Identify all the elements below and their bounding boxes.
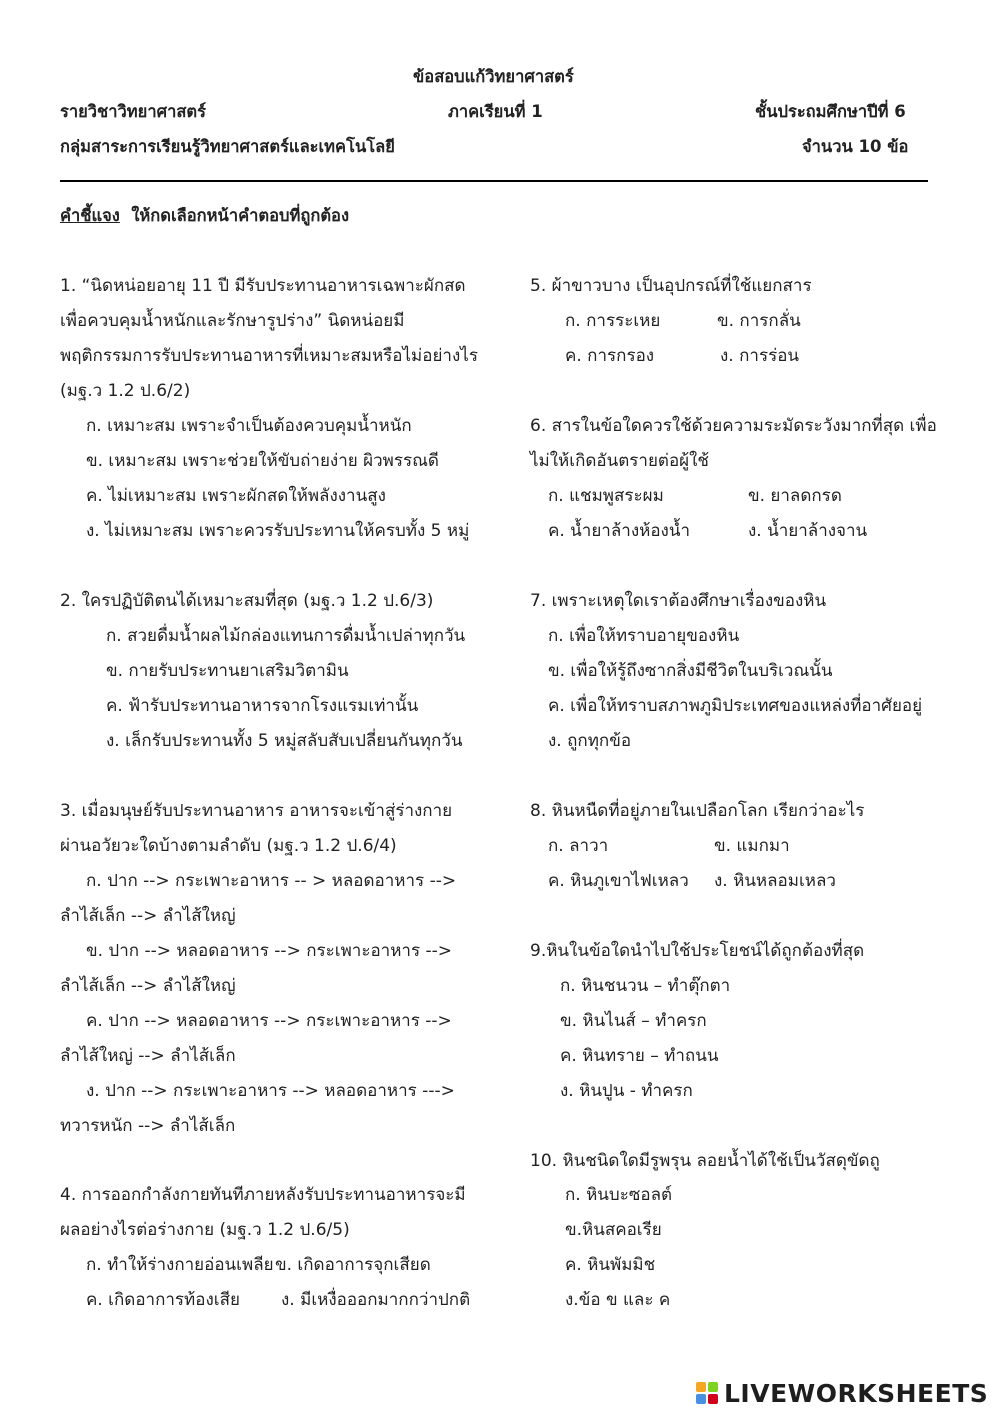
- question-8-choice-a[interactable]: ก. ลาวา: [548, 836, 609, 856]
- question-5-choice-c[interactable]: ค. การกรอง: [565, 346, 655, 366]
- question-6-text: 6. สารในข้อใดควรใช้ด้วยความระมัดระวังมากที่สุด เพื่อ: [530, 416, 937, 436]
- question-10-choice-c[interactable]: ค. หินพัมมิช: [565, 1255, 656, 1275]
- exam-title: ข้อสอบแก้วิทยาศาสตร์: [413, 67, 574, 86]
- question-9-choice-b[interactable]: ข. หินไนส์ – ทำครก: [560, 1011, 707, 1031]
- question-count: จำนวน 10 ข้อ: [802, 137, 909, 156]
- question-4-choice-c[interactable]: ค. เกิดอาการท้องเสีย: [86, 1290, 240, 1310]
- question-9-choice-c[interactable]: ค. หินทราย – ทำถนน: [560, 1046, 719, 1066]
- question-9-choice-d[interactable]: ง. หินปูน - ทำครก: [560, 1081, 693, 1101]
- question-1-text: พฤติกรรมการรับประทานอาหารที่เหมาะสมหรือไม่อย่างไร: [60, 346, 478, 366]
- question-4-choice-b[interactable]: ข. เกิดอาการจุกเสียด: [275, 1255, 431, 1275]
- question-1-text: เพื่อควบคุมน้ำหนักและรักษารูปร่าง” นิดหน่อยมี: [60, 311, 405, 331]
- question-1-choice-a[interactable]: ก. เหมาะสม เพราะจำเป็นต้องควบคุมน้ำหนัก: [86, 416, 412, 436]
- question-5-choice-b[interactable]: ข. การกลั่น: [717, 311, 801, 331]
- question-7-choice-d[interactable]: ง. ถูกทุกข้อ: [548, 731, 632, 751]
- instructions: [60, 205, 349, 227]
- instructions-text: ให้กดเลือกหน้าคำตอบที่ถูกต้อง: [131, 206, 350, 225]
- question-10-choice-a[interactable]: ก. หินบะซอลต์: [565, 1185, 673, 1205]
- grade-label: ชั้นประถมศึกษาปีที่ 6: [755, 102, 906, 121]
- instructions-label: คำชี้แจง: [60, 206, 120, 225]
- question-6-text: ไม่ให้เกิดอันตรายต่อผู้ใช้: [530, 451, 709, 471]
- question-6-choice-c[interactable]: ค. น้ำยาล้างห้องน้ำ: [548, 521, 691, 541]
- question-9-choice-a[interactable]: ก. หินชนวน – ทำตุ๊กตา: [560, 976, 731, 996]
- question-7-choice-b[interactable]: ข. เพื่อให้รู้ถึงซากสิ่งมีชีวิตในบริเวณนั้น: [548, 661, 833, 681]
- question-8-choice-d[interactable]: ง. หินหลอมเหลว: [714, 871, 836, 891]
- question-1-standard: (มฐ.ว 1.2 ป.6/2): [60, 381, 191, 401]
- subject-group-label: กลุ่มสาระการเรียนรู้วิทยาศาสตร์และเทคโนโลยี: [60, 137, 395, 156]
- question-3-text: ผ่านอวัยวะใดบ้างตามลำดับ (มฐ.ว 1.2 ป.6/4): [60, 836, 397, 856]
- question-7-choice-c[interactable]: ค. เพื่อให้ทราบสภาพภูมิประเทศของแหล่งที่อาศัยอยู่: [548, 696, 923, 716]
- question-3-choice-a[interactable]: ก. ปาก --> กระเพาะอาหาร -- > หลอดอาหาร -->: [86, 871, 457, 891]
- question-1-text: 1. “นิดหน่อยอายุ 11 ปี มีรับประทานอาหารเฉพาะผักสด: [60, 276, 466, 296]
- subject-label: รายวิชาวิทยาศาสตร์: [60, 102, 206, 121]
- question-2-choice-c[interactable]: ค. ฟ้ารับประทานอาหารจากโรงแรมเท่านั้น: [106, 696, 419, 716]
- question-10-choice-b[interactable]: ข.หินสคอเรีย: [565, 1220, 662, 1240]
- header-divider: [60, 180, 928, 182]
- question-1-choice-c[interactable]: ค. ไม่เหมาะสม เพราะผักสดให้พลังงานสูง: [86, 486, 386, 506]
- question-2-choice-a[interactable]: ก. สวยดื่มน้ำผลไม้กล่องแทนการดื่มน้ำเปล่าทุกวัน: [106, 626, 466, 646]
- question-9-text: 9.หินในข้อใดนำไปใช้ประโยชน์ได้ถูกต้องที่สุด: [530, 941, 865, 961]
- question-7-choice-a[interactable]: ก. เพื่อให้ทราบอายุของหิน: [548, 626, 740, 646]
- liveworksheets-wordmark: LIVEWORKSHEETS: [724, 1379, 989, 1408]
- question-3-choice-c-cont[interactable]: ลำไส้ใหญ่ --> ลำไส้เล็ก: [60, 1046, 236, 1066]
- question-5-choice-d[interactable]: ง. การร่อน: [720, 346, 800, 366]
- question-2-text: 2. ใครปฏิบัติตนได้เหมาะสมที่สุด (มฐ.ว 1.2 ป.6/3): [60, 591, 434, 611]
- question-2-choice-d[interactable]: ง. เล็กรับประทานทั้ง 5 หมู่สลับสับเปลี่ยนกันทุกวัน: [106, 731, 463, 751]
- logo-square: [708, 1394, 718, 1404]
- term-label: ภาคเรียนที่ 1: [448, 102, 543, 121]
- liveworksheets-icon: [696, 1382, 718, 1404]
- question-3-choice-d-cont[interactable]: ทวารหนัก --> ลำไส้เล็ก: [60, 1116, 236, 1136]
- question-3-choice-b-cont[interactable]: ลำไส้เล็ก --> ลำไส้ใหญ่: [60, 976, 236, 996]
- question-4-text: 4. การออกกำลังกายทันทีภายหลังรับประทานอาหารจะมี: [60, 1185, 466, 1205]
- question-8-choice-c[interactable]: ค. หินภูเขาไฟเหลว: [548, 871, 689, 891]
- logo-square: [696, 1382, 706, 1392]
- liveworksheets-logo: [696, 1378, 996, 1408]
- question-10-choice-d[interactable]: ง.ข้อ ข และ ค: [565, 1290, 671, 1310]
- question-5-choice-a[interactable]: ก. การระเหย: [565, 311, 661, 331]
- logo-square: [696, 1394, 706, 1404]
- question-6-choice-b[interactable]: ข. ยาลดกรด: [748, 486, 842, 506]
- question-6-choice-d[interactable]: ง. น้ำยาล้างจาน: [748, 521, 868, 541]
- question-3-choice-a-cont[interactable]: ลำไส้เล็ก --> ลำไส้ใหญ่: [60, 906, 236, 926]
- question-4-text: ผลอย่างไรต่อร่างกาย (มฐ.ว 1.2 ป.6/5): [60, 1220, 350, 1240]
- question-3-text: 3. เมื่อมนุษย์รับประทานอาหาร อาหารจะเข้าสู่ร่างกาย: [60, 801, 453, 821]
- logo-square: [708, 1382, 718, 1392]
- question-10-text: 10. หินชนิดใดมีรูพรุน ลอยน้ำได้ใช้เป็นวัสดุขัดถู: [530, 1151, 880, 1171]
- question-3-choice-d[interactable]: ง. ปาก --> กระเพาะอาหาร --> หลอดอาหาร --->: [86, 1081, 455, 1101]
- question-3-choice-b[interactable]: ข. ปาก --> หลอดอาหาร --> กระเพาะอาหาร -->: [86, 941, 453, 961]
- question-8-text: 8. หินหนืดที่อยู่ภายในเปลือกโลก เรียกว่าอะไร: [530, 801, 865, 821]
- question-4-choice-a[interactable]: ก. ทำให้ร่างกายอ่อนเพลีย: [86, 1255, 274, 1275]
- question-1-choice-d[interactable]: ง. ไม่เหมาะสม เพราะควรรับประทานให้ครบทั้ง 5 หมู่: [86, 521, 470, 541]
- question-4-choice-d[interactable]: ง. มีเหงื่อออกมากกว่าปกติ: [281, 1290, 471, 1310]
- question-2-choice-b[interactable]: ข. กายรับประทานยาเสริมวิตามิน: [106, 661, 349, 681]
- question-7-text: 7. เพราะเหตุใดเราต้องศึกษาเรื่องของหิน: [530, 591, 827, 611]
- question-3-choice-c[interactable]: ค. ปาก --> หลอดอาหาร --> กระเพาะอาหาร -->: [86, 1011, 452, 1031]
- question-1-choice-b[interactable]: ข. เหมาะสม เพราะช่วยให้ขับถ่ายง่าย ผิวพรรณดี: [86, 451, 439, 471]
- question-6-choice-a[interactable]: ก. แชมพูสระผม: [548, 486, 664, 506]
- question-8-choice-b[interactable]: ข. แมกมา: [714, 836, 790, 856]
- question-5-text: 5. ผ้าขาวบาง เป็นอุปกรณ์ที่ใช้แยกสาร: [530, 276, 812, 296]
